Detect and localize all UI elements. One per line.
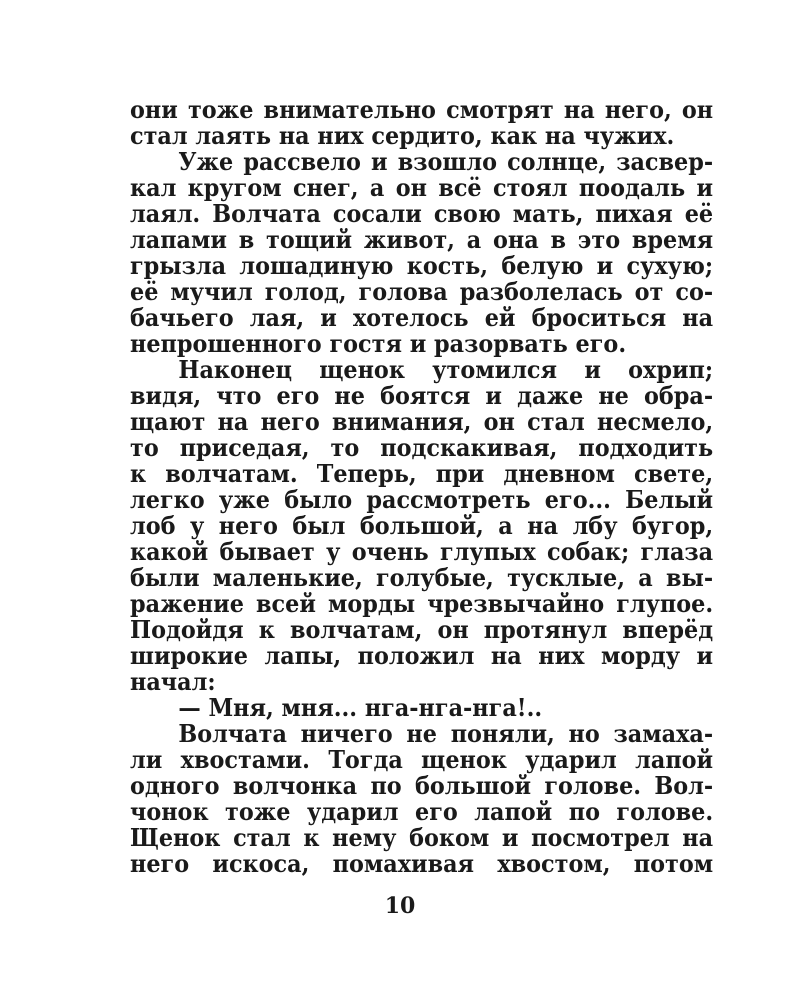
text-line: начал: (130, 667, 216, 696)
text-line: одного волчонка по большой голове. Вол- (130, 771, 714, 800)
text-line: лаял. Волчата сосали свою мать, пихая её (130, 199, 714, 228)
text-line: они тоже внимательно смотрят на него, он (130, 95, 714, 124)
text-line: чонок тоже ударил его лапой по голове. (130, 797, 714, 826)
body-text (130, 97, 713, 877)
text-line: — Мня, мня... нга-нга-нга!.. (178, 693, 543, 722)
text-line: её мучил голод, голова разболелась от со- (130, 277, 714, 306)
text-line: кал кругом снег, а он всё стоял поодаль и (130, 173, 714, 202)
text-line: к волчатам. Теперь, при дневном свете, (130, 459, 714, 488)
text-line: были маленькие, голубые, тусклые, а вы- (130, 563, 714, 592)
text-line: ражение всей морды чрезвычайно глупое. (130, 589, 714, 618)
text-line: лапами в тощий живот, а она в это время (130, 225, 714, 254)
text-line: лоб у него был большой, а на лбу бугор, (130, 511, 714, 540)
text-line: Волчата ничего не поняли, но замаха- (178, 719, 714, 748)
text-line: видя, что его не боятся и даже не обра- (130, 381, 714, 410)
text-line: грызла лошадиную кость, белую и сухую; (130, 251, 714, 280)
text-line: Подойдя к волчатам, он протянул вперёд (130, 615, 714, 644)
text-line: Щенок стал к нему боком и посмотрел на (130, 823, 714, 852)
page-number: 10 (384, 893, 416, 919)
text-line: ли хвостами. Тогда щенок ударил лапой (130, 745, 714, 774)
text-line: какой бывает у очень глупых собак; глаза (130, 537, 714, 566)
text-line: Уже рассвело и взошло солнце, засвер- (178, 147, 714, 176)
text-line: то приседая, то подскакивая, подходить (130, 433, 714, 462)
text-line: бачьего лая, и хотелось ей броситься на (130, 303, 714, 332)
text-line: непрошенного гостя и разорвать его. (130, 329, 627, 358)
text-line: легко уже было рассмотреть его... Белый (130, 485, 714, 514)
text-line: Наконец щенок утомился и охрип; (178, 355, 714, 384)
text-line: широкие лапы, положил на них морду и (130, 641, 714, 670)
text-line: щают на него внимания, он стал несмело, (130, 407, 714, 436)
text-line: него искоса, помахивая хвостом, потом (130, 849, 714, 878)
text-line: стал лаять на них сердито, как на чужих. (130, 121, 675, 150)
